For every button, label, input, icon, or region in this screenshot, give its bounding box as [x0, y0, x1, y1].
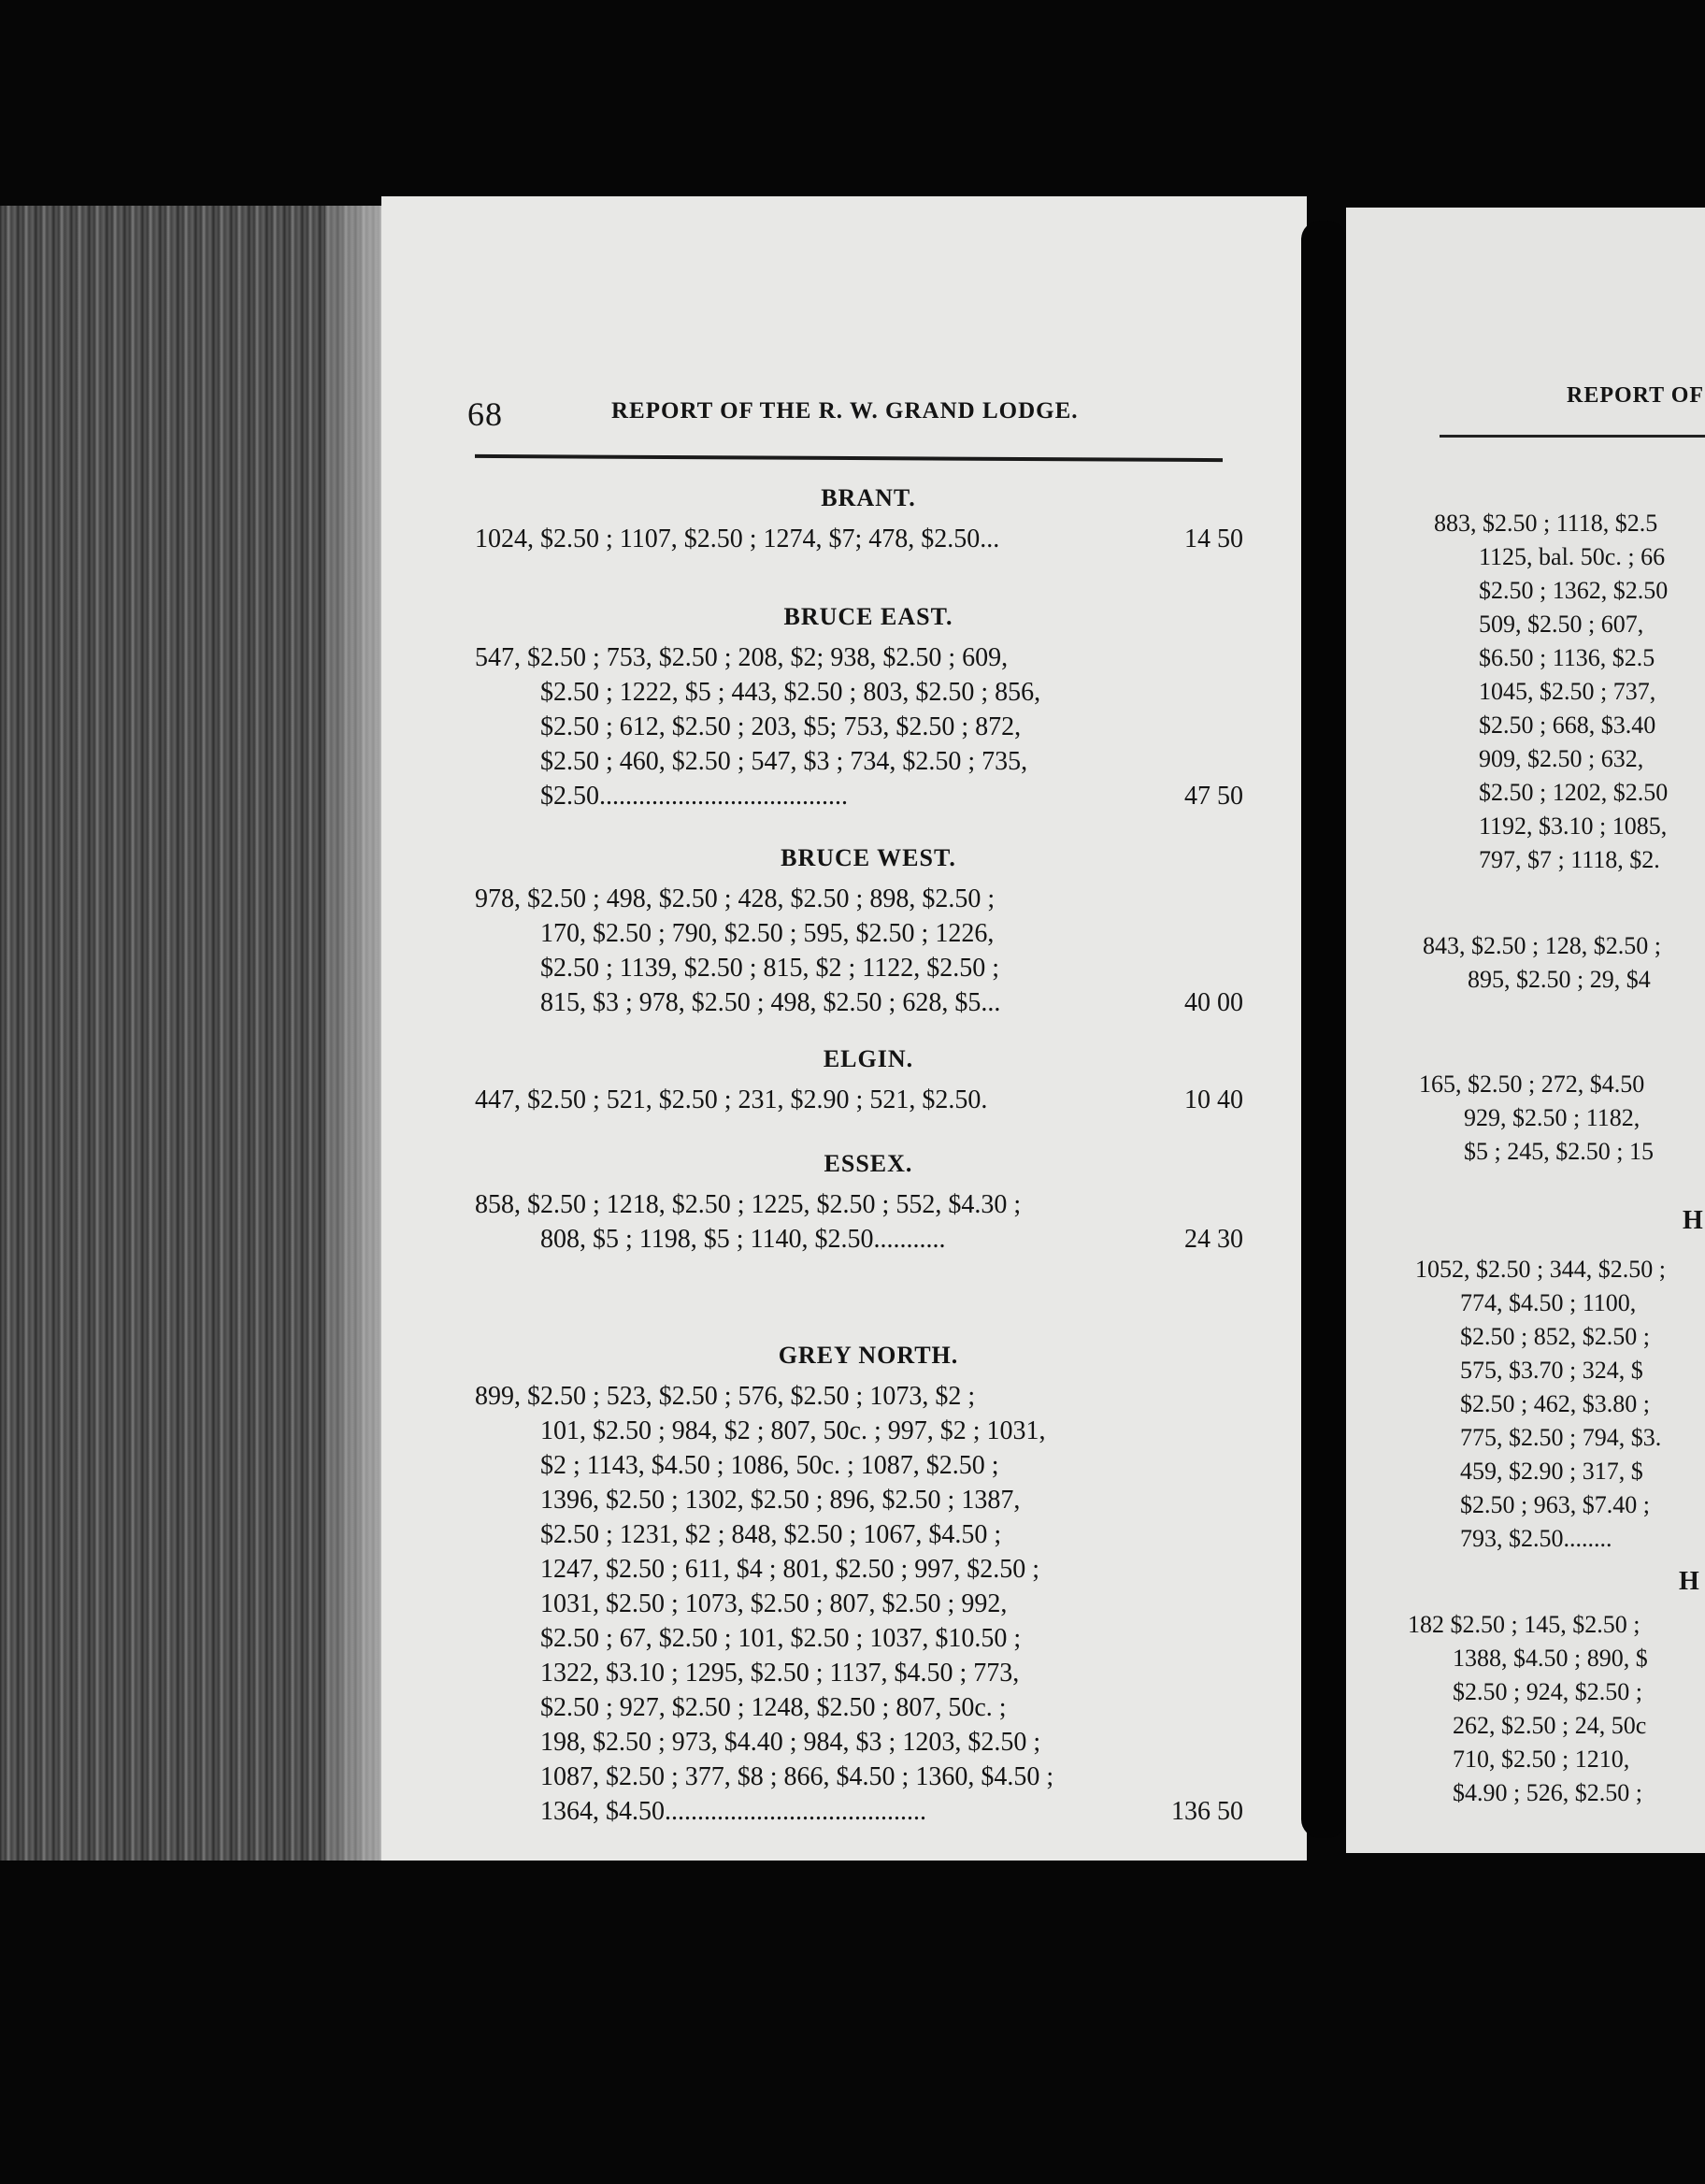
section-amount: 47 50 — [1184, 782, 1243, 811]
entry-lines — [475, 1083, 1243, 1117]
entry-line: $2.50 ; 460, $2.50 ; 547, $3 ; 734, $2.50 ; 735, — [540, 747, 1028, 776]
entry-line: 775, $2.50 ; 794, $3. — [1460, 1424, 1662, 1451]
section-amount: 24 30 — [1184, 1225, 1243, 1254]
entry-line: 198, $2.50 ; 973, $4.40 ; 984, $3 ; 1203, $2.50 ; — [540, 1728, 1041, 1757]
entry-line: 182 $2.50 ; 145, $2.50 ; — [1408, 1611, 1641, 1638]
section-title: BRUCE WEST. — [781, 844, 956, 871]
entry-line: 1024, $2.50 ; 1107, $2.50 ; 1274, $7; 478, $2.50... — [475, 524, 1000, 553]
section-title: BRUCE EAST. — [783, 603, 953, 630]
right-entry-block — [1434, 507, 1668, 877]
entry-line: $2.50 ; 1139, $2.50 ; 815, $2 ; 1122, $2.50 ; — [540, 954, 1000, 983]
entry-line: 815, $3 ; 978, $2.50 ; 498, $2.50 ; 628, $5... — [540, 988, 1001, 1017]
entry-line: 1125, bal. 50c. ; 66 — [1479, 543, 1666, 570]
section-bruce-east — [475, 603, 1243, 813]
entry-line: 929, $2.50 ; 1182, — [1464, 1104, 1641, 1131]
entry-line: 1322, $3.10 ; 1295, $2.50 ; 1137, $4.50 ; 773, — [540, 1659, 1020, 1688]
entry-line: $2.50 ; 462, $3.80 ; — [1460, 1390, 1650, 1417]
section-essex — [475, 1150, 1243, 1257]
entry-line: 774, $4.50 ; 1100, — [1460, 1289, 1637, 1316]
entry-line: $2.50 ; 1362, $2.50 — [1479, 577, 1669, 604]
entry-line: 808, $5 ; 1198, $5 ; 1140, $2.50........... — [540, 1225, 946, 1254]
right-running-head: REPORT OF — [1567, 383, 1705, 408]
right-entry-block — [1419, 1068, 1654, 1169]
entry-line: 575, $3.70 ; 324, $ — [1460, 1357, 1643, 1384]
entry-line: 883, $2.50 ; 1118, $2.5 — [1434, 510, 1658, 537]
right-section-heading: H — [1683, 1206, 1703, 1235]
entry-line: $2.50 ; 1202, $2.50 — [1479, 779, 1669, 806]
entry-line: $2.50 ; 927, $2.50 ; 1248, $2.50 ; 807, 50c. ; — [540, 1693, 1007, 1722]
section-title: ELGIN. — [823, 1045, 914, 1072]
entry-line: 909, $2.50 ; 632, — [1479, 745, 1644, 772]
entry-line: $2.50...................................... — [540, 782, 848, 811]
entry-line: 447, $2.50 ; 521, $2.50 ; 231, $2.90 ; 521, $2.50. — [475, 1085, 988, 1114]
entry-line: 459, $2.90 ; 317, $ — [1460, 1458, 1643, 1485]
section-brant — [475, 484, 1243, 556]
entry-line: $4.90 ; 526, $2.50 ; — [1453, 1779, 1642, 1806]
entry-line: 1052, $2.50 ; 344, $2.50 ; — [1415, 1256, 1666, 1283]
running-head: REPORT OF THE R. W. GRAND LODGE. — [611, 398, 1079, 424]
entry-line: $5 ; 245, $2.50 ; 15 — [1464, 1138, 1654, 1165]
entry-line: $2.50 ; 1222, $5 ; 443, $2.50 ; 803, $2.50 ; 856, — [540, 678, 1041, 707]
entry-line: 547, $2.50 ; 753, $2.50 ; 208, $2; 938, $2.50 ; 609, — [475, 643, 1009, 672]
entry-line: $2.50 ; 668, $3.40 — [1479, 711, 1656, 739]
entry-line: 797, $7 ; 1118, $2. — [1479, 846, 1660, 873]
right-entry-block — [1423, 929, 1661, 997]
section-amount: 10 40 — [1184, 1085, 1243, 1114]
section-amount: 40 00 — [1184, 988, 1243, 1017]
book-page-edges — [0, 206, 381, 1861]
right-section-heading: H — [1679, 1567, 1699, 1596]
entry-line: 1364, $4.50........................................ — [540, 1797, 926, 1826]
entry-line: 509, $2.50 ; 607, — [1479, 611, 1644, 638]
page-number: 68 — [467, 395, 503, 433]
entry-line: $2.50 ; 924, $2.50 ; — [1453, 1678, 1642, 1705]
entry-line: $2.50 ; 1231, $2 ; 848, $2.50 ; 1067, $4.50 ; — [540, 1520, 1002, 1549]
entry-line: $2.50 ; 963, $7.40 ; — [1460, 1491, 1650, 1518]
section-title: BRANT. — [821, 484, 916, 511]
entry-line: 710, $2.50 ; 1210, — [1453, 1746, 1630, 1773]
entry-line: $6.50 ; 1136, $2.5 — [1479, 644, 1655, 671]
entry-line: $2 ; 1143, $4.50 ; 1086, 50c. ; 1087, $2.50 ; — [540, 1451, 999, 1480]
entry-line: 899, $2.50 ; 523, $2.50 ; 576, $2.50 ; 1073, $2 ; — [475, 1382, 976, 1411]
section-grey-north — [475, 1342, 1243, 1829]
section-amount: 14 50 — [1184, 524, 1243, 553]
entry-line: 1396, $2.50 ; 1302, $2.50 ; 896, $2.50 ; 1387, — [540, 1486, 1021, 1515]
entry-line: 843, $2.50 ; 128, $2.50 ; — [1423, 932, 1661, 959]
entry-lines — [475, 1379, 1243, 1829]
right-page — [1346, 208, 1705, 1853]
entry-line: 1247, $2.50 ; 611, $4 ; 801, $2.50 ; 997, $2.50 ; — [540, 1555, 1040, 1584]
entry-lines — [475, 522, 1243, 556]
entry-line: $2.50 ; 612, $2.50 ; 203, $5; 753, $2.50 ; 872, — [540, 712, 1022, 741]
entry-line: 262, $2.50 ; 24, 50c — [1453, 1712, 1647, 1739]
section-title: GREY NORTH. — [778, 1342, 959, 1369]
entry-line: 1388, $4.50 ; 890, $ — [1453, 1645, 1648, 1672]
right-entry-block — [1408, 1608, 1648, 1810]
entry-line: $2.50 ; 67, $2.50 ; 101, $2.50 ; 1037, $10.50 ; — [540, 1624, 1022, 1653]
section-amount: 136 50 — [1171, 1797, 1243, 1826]
entry-lines — [475, 882, 1243, 1020]
entry-line: 793, $2.50........ — [1460, 1525, 1612, 1552]
entry-line: 165, $2.50 ; 272, $4.50 — [1419, 1070, 1645, 1098]
book-gutter — [1301, 221, 1346, 1838]
entry-line: 170, $2.50 ; 790, $2.50 ; 595, $2.50 ; 1226, — [540, 919, 995, 948]
entry-line: 895, $2.50 ; 29, $4 — [1468, 966, 1651, 993]
right-entry-block — [1415, 1253, 1666, 1556]
entry-line: 858, $2.50 ; 1218, $2.50 ; 1225, $2.50 ; 552, $4.30 ; — [475, 1190, 1022, 1219]
entry-line: 978, $2.50 ; 498, $2.50 ; 428, $2.50 ; 898, $2.50 ; — [475, 884, 996, 913]
entry-line: 1031, $2.50 ; 1073, $2.50 ; 807, $2.50 ; 992, — [540, 1589, 1008, 1618]
section-title: ESSEX. — [824, 1150, 913, 1177]
entry-lines — [475, 640, 1243, 813]
entry-line: 101, $2.50 ; 984, $2 ; 807, 50c. ; 997, $2 ; 1031, — [540, 1416, 1046, 1445]
section-bruce-west — [475, 844, 1243, 1020]
entry-line: 1192, $3.10 ; 1085, — [1479, 812, 1668, 840]
entry-line: 1087, $2.50 ; 377, $8 ; 866, $4.50 ; 1360, $4.50 ; — [540, 1762, 1054, 1791]
entry-lines — [475, 1187, 1243, 1257]
entry-line: $2.50 ; 852, $2.50 ; — [1460, 1323, 1650, 1350]
section-elgin — [475, 1045, 1243, 1117]
right-header-rule — [1440, 435, 1705, 438]
entry-line: 1045, $2.50 ; 737, — [1479, 678, 1656, 705]
